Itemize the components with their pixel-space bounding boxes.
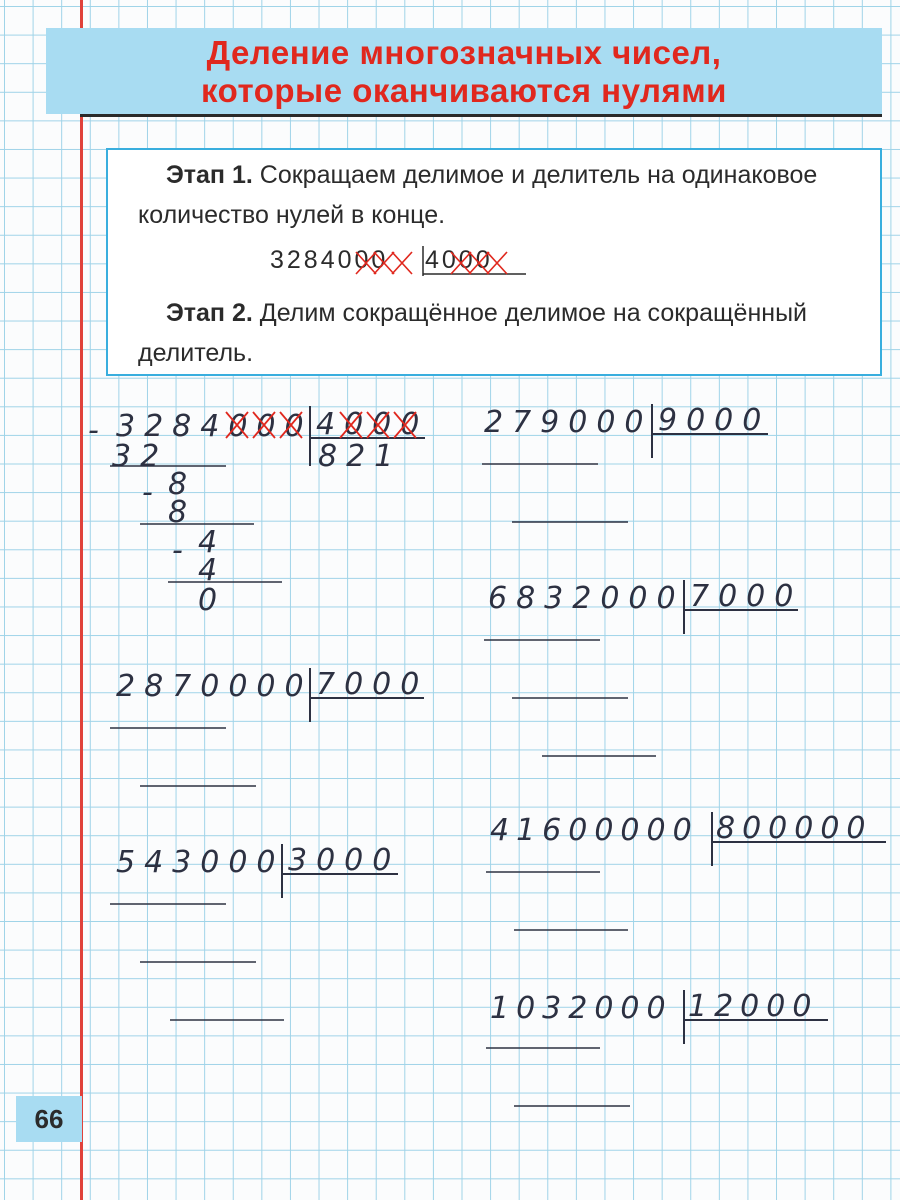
- page-title-line2: которые оканчиваются нулями: [201, 72, 727, 109]
- exercise-6-dividend: 1032000: [490, 991, 673, 1026]
- exercise-4-dividend: 6832000: [488, 581, 685, 616]
- step1-body: Сокращаем делимое и делитель на одинаковое количество нулей в конце.: [138, 161, 818, 229]
- solved-step-remainder-1: 8: [168, 467, 197, 502]
- exercise-1: [110, 667, 428, 786]
- exercise-1-dividend: 2870000: [116, 669, 313, 704]
- solved-dividend: 3284000: [116, 409, 313, 444]
- solved-quotient: 821: [318, 439, 403, 474]
- solved-minus-3: -: [172, 533, 183, 568]
- page-number: 66: [16, 1096, 82, 1142]
- solved-minus-2: -: [142, 475, 153, 510]
- exercise-3-divisor: 9000: [658, 403, 771, 438]
- exercise-5-divisor: 800000: [716, 811, 873, 846]
- exercise-4: [484, 579, 802, 756]
- solved-example: [88, 406, 428, 618]
- exercise-3: [482, 403, 770, 522]
- rule-example-divisor: 4000: [425, 246, 493, 274]
- exercise-5: [486, 811, 886, 930]
- solved-divisor: 4000: [316, 407, 429, 442]
- solved-step-remainder-2: 4: [198, 525, 227, 560]
- solved-step-subtrahend-3: 4: [198, 553, 227, 588]
- exercise-1-divisor: 7000: [316, 667, 429, 702]
- exercise-3-dividend: 279000: [484, 405, 653, 440]
- exercise-5-dividend: 41600000: [490, 813, 699, 848]
- solved-step-remainder-final: 0: [198, 583, 227, 618]
- solved-step-subtrahend-1: 32: [112, 439, 169, 474]
- exercise-6-divisor: 12000: [688, 989, 819, 1024]
- step2-label: Этап 2.: [166, 299, 253, 327]
- solved-step-subtrahend-2: 8: [168, 495, 197, 530]
- step2-body: Делим сокращённое делимое на сокращённый делитель.: [138, 299, 808, 367]
- step1-label: Этап 1.: [166, 161, 253, 189]
- exercise-2-dividend: 543000: [116, 845, 285, 880]
- exercise-2: [110, 843, 400, 1020]
- solved-minus-sign: -: [88, 413, 99, 448]
- exercise-4-divisor: 7000: [690, 579, 803, 614]
- exercise-6: [486, 989, 828, 1106]
- rule-example-dividend: 3284000: [270, 246, 389, 274]
- page-title-line1: Деление многозначных чисел,: [206, 34, 722, 71]
- exercise-2-divisor: 3000: [288, 843, 401, 878]
